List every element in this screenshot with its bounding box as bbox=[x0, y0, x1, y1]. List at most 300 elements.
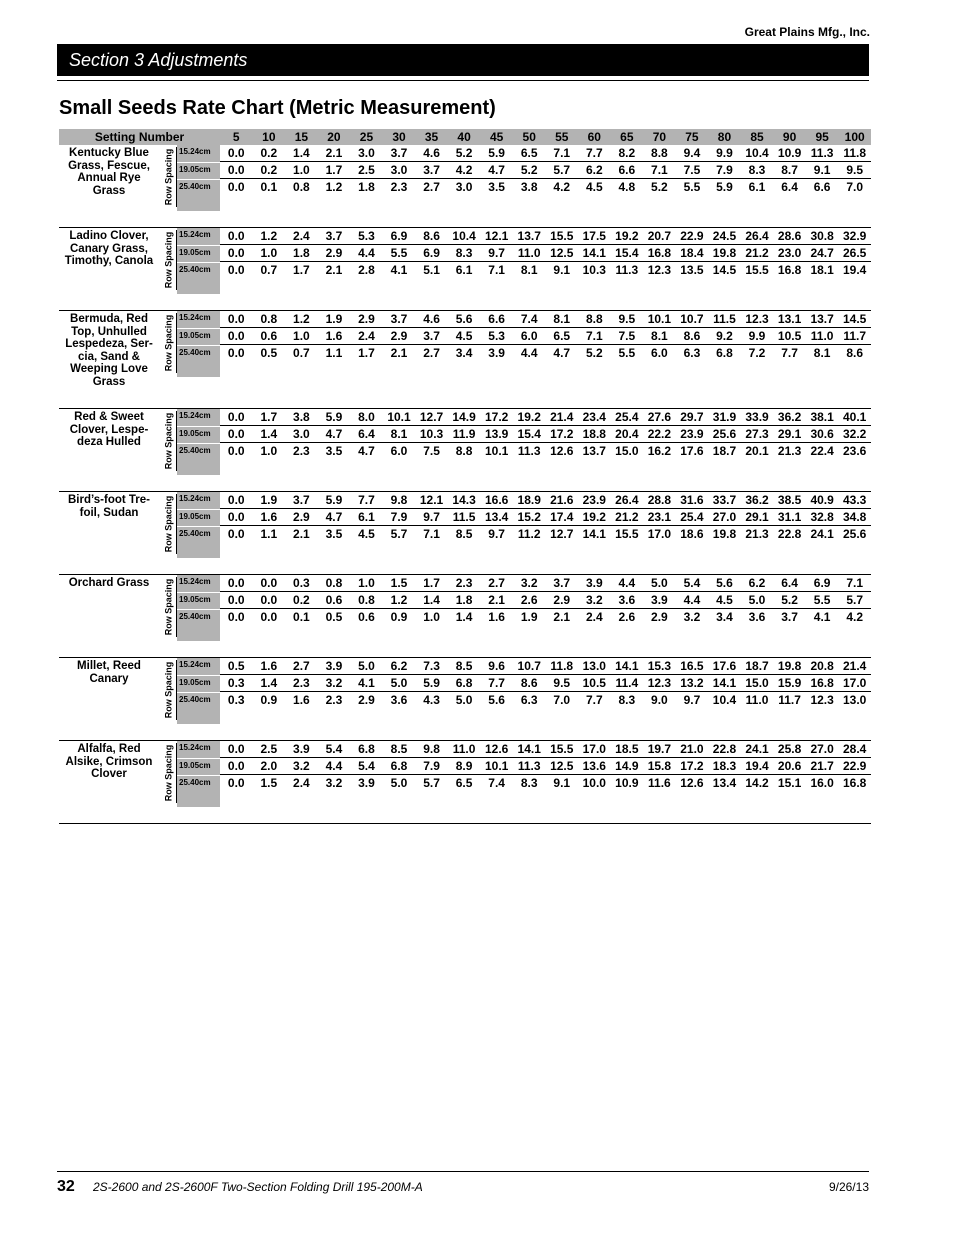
rate-cell: 20.6 bbox=[777, 759, 802, 773]
rate-cell: 10.4 bbox=[745, 146, 769, 160]
row-spacing-divider bbox=[176, 577, 177, 637]
rate-cell: 2.4 bbox=[293, 229, 310, 243]
rate-cell: 3.7 bbox=[293, 493, 310, 507]
rate-cell: 1.0 bbox=[260, 246, 278, 260]
rate-cell: 6.9 bbox=[423, 246, 440, 260]
rate-cell: 19.2 bbox=[517, 410, 541, 424]
rate-cell: 6.6 bbox=[488, 312, 505, 326]
rate-cell: 5.9 bbox=[423, 676, 440, 690]
rate-cell: 9.7 bbox=[683, 693, 701, 707]
rate-cell: 1.6 bbox=[260, 510, 278, 524]
rate-cell: 1.7 bbox=[358, 346, 375, 360]
rate-cell: 3.8 bbox=[293, 410, 310, 424]
rate-row bbox=[220, 262, 871, 279]
rate-cell: 14.1 bbox=[615, 659, 639, 673]
rate-cell: 26.5 bbox=[842, 246, 867, 260]
rate-cell: 21.3 bbox=[745, 527, 769, 541]
rate-row bbox=[220, 492, 871, 509]
rate-cell: 10.4 bbox=[452, 229, 476, 243]
rate-cell: 6.4 bbox=[781, 576, 798, 590]
row-spacing-label: Row Spacing bbox=[163, 231, 174, 289]
rate-cell: 0.0 bbox=[227, 444, 245, 458]
rate-cell: 12.7 bbox=[550, 527, 574, 541]
rate-cell: 8.5 bbox=[390, 742, 408, 756]
rate-cell: 7.2 bbox=[748, 346, 766, 360]
rate-cell: 31.6 bbox=[680, 493, 704, 507]
spacing-cell: 25.40cm bbox=[177, 179, 220, 196]
rate-cell: 15.2 bbox=[517, 510, 541, 524]
rate-cell: 10.0 bbox=[582, 776, 606, 790]
rate-cell: 7.1 bbox=[585, 329, 603, 343]
rate-cell: 3.2 bbox=[520, 576, 538, 590]
rate-cell: 2.9 bbox=[358, 693, 375, 707]
rate-cell: 2.4 bbox=[358, 329, 375, 343]
rate-cell: 11.3 bbox=[810, 146, 834, 160]
rate-cell: 2.4 bbox=[293, 776, 310, 790]
rate-cell: 2.3 bbox=[390, 180, 408, 194]
rate-cell: 4.6 bbox=[423, 146, 440, 160]
setting-number-cell: 70 bbox=[652, 130, 667, 144]
rate-cell: 25.4 bbox=[615, 410, 639, 424]
rate-cell: 8.3 bbox=[520, 776, 538, 790]
rate-cell: 8.2 bbox=[618, 146, 636, 160]
rate-cell: 15.4 bbox=[517, 427, 541, 441]
rate-cell: 1.0 bbox=[423, 610, 440, 624]
spacing-cell: 15.24cm bbox=[179, 743, 211, 752]
seed-group bbox=[59, 492, 871, 575]
rate-row bbox=[220, 245, 871, 262]
rate-cell: 1.0 bbox=[293, 163, 310, 177]
rate-row bbox=[220, 328, 871, 345]
rate-cell: 0.0 bbox=[227, 329, 245, 343]
seed-group bbox=[59, 409, 871, 492]
rate-cell: 36.2 bbox=[777, 410, 802, 424]
rate-cell: 8.1 bbox=[390, 427, 408, 441]
rate-cell: 4.4 bbox=[325, 759, 343, 773]
spacing-cell: 15.24cm bbox=[179, 147, 211, 156]
setting-number-cell: 95 bbox=[815, 130, 829, 144]
rate-cell: 8.3 bbox=[748, 163, 766, 177]
rate-row bbox=[220, 675, 871, 692]
row-spacing-label-cell bbox=[159, 228, 177, 310]
rate-cell: 21.0 bbox=[680, 742, 704, 756]
rate-row bbox=[220, 345, 871, 362]
rate-row bbox=[220, 228, 871, 245]
rate-cell: 4.4 bbox=[618, 576, 636, 590]
rate-cell: 9.0 bbox=[651, 693, 668, 707]
spacing-column bbox=[177, 409, 220, 475]
rate-cell: 0.3 bbox=[227, 676, 245, 690]
rate-cell: 8.3 bbox=[455, 246, 473, 260]
rate-cell: 2.7 bbox=[423, 180, 440, 194]
rate-cell: 24.5 bbox=[712, 229, 737, 243]
setting-number-cell: 90 bbox=[782, 130, 797, 144]
rate-cell: 2.6 bbox=[618, 610, 636, 624]
rate-cell: 16.8 bbox=[842, 776, 867, 790]
rate-cell: 14.5 bbox=[842, 312, 867, 326]
rate-cell: 0.0 bbox=[227, 180, 245, 194]
rate-cell: 18.5 bbox=[615, 742, 639, 756]
rate-cell: 7.4 bbox=[520, 312, 538, 326]
rate-cell: 6.8 bbox=[390, 759, 408, 773]
rate-values bbox=[220, 311, 871, 408]
rate-row bbox=[220, 658, 871, 675]
seed-name: Kentucky Blue Grass, Fescue, Annual Rye Grass bbox=[68, 147, 150, 197]
rate-cell: 12.1 bbox=[419, 493, 444, 507]
rate-cell: 4.4 bbox=[520, 346, 538, 360]
rate-cell: 17.6 bbox=[680, 444, 704, 458]
rate-cell: 11.3 bbox=[517, 759, 541, 773]
rate-cell: 5.5 bbox=[813, 593, 831, 607]
rate-cell: 3.0 bbox=[455, 180, 473, 194]
rate-cell: 1.2 bbox=[293, 312, 310, 326]
rate-cell: 10.7 bbox=[517, 659, 541, 673]
rate-values bbox=[220, 658, 871, 740]
rate-cell: 40.9 bbox=[810, 493, 834, 507]
rate-cell: 4.2 bbox=[455, 163, 473, 177]
rate-cell: 13.7 bbox=[582, 444, 606, 458]
rate-cell: 1.8 bbox=[455, 593, 473, 607]
rate-cell: 38.5 bbox=[777, 493, 802, 507]
rate-cell: 17.0 bbox=[582, 742, 606, 756]
rate-cell: 0.0 bbox=[227, 527, 245, 541]
rate-cell: 8.1 bbox=[813, 346, 831, 360]
rate-cell: 6.0 bbox=[390, 444, 408, 458]
rate-cell: 4.1 bbox=[813, 610, 831, 624]
rate-cell: 22.9 bbox=[842, 759, 867, 773]
rate-cell: 11.0 bbox=[517, 246, 541, 260]
rate-cell: 15.5 bbox=[615, 527, 639, 541]
rate-cell: 13.0 bbox=[842, 693, 867, 707]
spacing-column bbox=[177, 492, 220, 558]
rate-cell: 10.4 bbox=[712, 693, 737, 707]
rate-cell: 0.8 bbox=[358, 593, 375, 607]
rate-cell: 33.9 bbox=[745, 410, 769, 424]
row-spacing-label-cell bbox=[159, 575, 177, 657]
seed-name: Red & Sweet Clover, Lespe-deza Hulled bbox=[69, 411, 149, 448]
rate-cell: 30.8 bbox=[810, 229, 834, 243]
rate-cell: 26.4 bbox=[615, 493, 639, 507]
rate-cell: 34.8 bbox=[842, 510, 867, 524]
rate-cell: 7.9 bbox=[423, 759, 440, 773]
rate-cell: 0.0 bbox=[227, 510, 245, 524]
rate-cell: 5.3 bbox=[488, 329, 505, 343]
rate-cell: 8.0 bbox=[358, 410, 375, 424]
rate-cell: 6.0 bbox=[651, 346, 668, 360]
rate-cell: 0.0 bbox=[227, 410, 245, 424]
rate-cell: 9.8 bbox=[423, 742, 440, 756]
rate-cell: 2.9 bbox=[358, 312, 375, 326]
seed-group bbox=[59, 741, 871, 824]
rate-cell: 10.1 bbox=[484, 444, 509, 458]
rate-values bbox=[220, 409, 871, 491]
rate-cell: 13.2 bbox=[680, 676, 704, 690]
spacing-cell: 25.40cm bbox=[177, 443, 220, 460]
rate-cell: 19.8 bbox=[712, 246, 737, 260]
rate-cell: 23.9 bbox=[680, 427, 704, 441]
rate-cell: 10.7 bbox=[680, 312, 704, 326]
rate-cell: 3.6 bbox=[748, 610, 766, 624]
section-rule bbox=[57, 80, 869, 81]
rate-cell: 4.8 bbox=[618, 180, 636, 194]
rate-cell: 0.8 bbox=[325, 576, 343, 590]
rate-cell: 1.7 bbox=[423, 576, 440, 590]
rate-cell: 12.3 bbox=[647, 263, 672, 277]
rate-cell: 0.3 bbox=[293, 576, 310, 590]
rate-cell: 29.1 bbox=[777, 427, 802, 441]
rate-cell: 1.4 bbox=[260, 676, 278, 690]
rate-cell: 3.2 bbox=[683, 610, 701, 624]
rate-cell: 23.9 bbox=[582, 493, 606, 507]
rate-cell: 1.7 bbox=[325, 163, 343, 177]
rate-cell: 1.6 bbox=[293, 693, 310, 707]
rate-row bbox=[220, 409, 871, 426]
setting-number-cell: 5 bbox=[232, 130, 240, 144]
rate-cell: 12.5 bbox=[550, 246, 574, 260]
rate-cell: 3.9 bbox=[293, 742, 310, 756]
row-spacing-label: Row Spacing bbox=[163, 744, 174, 802]
rate-cell: 7.7 bbox=[585, 693, 603, 707]
spacing-cell: 15.24cm bbox=[179, 660, 211, 669]
rate-cell: 6.2 bbox=[748, 576, 766, 590]
rate-row bbox=[220, 775, 871, 792]
rate-cell: 1.6 bbox=[260, 659, 278, 673]
rate-row bbox=[220, 509, 871, 526]
rate-cell: 3.9 bbox=[358, 776, 375, 790]
setting-number-cell: 30 bbox=[392, 130, 406, 144]
rate-cell: 0.2 bbox=[260, 146, 278, 160]
rate-cell: 1.9 bbox=[520, 610, 538, 624]
rate-cell: 15.1 bbox=[777, 776, 802, 790]
rate-cell: 18.7 bbox=[712, 444, 737, 458]
setting-number-cell: 20 bbox=[327, 130, 341, 144]
rate-cell: 9.9 bbox=[748, 329, 766, 343]
rate-cell: 19.2 bbox=[615, 229, 639, 243]
rate-cell: 3.5 bbox=[488, 180, 505, 194]
rate-cell: 12.3 bbox=[745, 312, 769, 326]
rate-cell: 6.2 bbox=[390, 659, 408, 673]
rate-cell: 22.8 bbox=[712, 742, 737, 756]
row-spacing-label-cell bbox=[159, 145, 177, 227]
rate-cell: 12.6 bbox=[484, 742, 509, 756]
rate-cell: 2.3 bbox=[455, 576, 473, 590]
rate-cell: 3.0 bbox=[358, 146, 375, 160]
rate-cell: 11.5 bbox=[713, 312, 736, 326]
rate-cell: 1.1 bbox=[325, 346, 343, 360]
rate-cell: 11.4 bbox=[615, 676, 639, 690]
rate-cell: 24.7 bbox=[810, 246, 834, 260]
rate-cell: 27.0 bbox=[712, 510, 737, 524]
rate-cell: 9.4 bbox=[683, 146, 701, 160]
rate-cell: 2.1 bbox=[390, 346, 408, 360]
rate-cell: 4.5 bbox=[455, 329, 473, 343]
rate-cell: 14.1 bbox=[582, 246, 606, 260]
rate-cell: 9.1 bbox=[553, 263, 571, 277]
rate-cell: 4.7 bbox=[358, 444, 375, 458]
rate-cell: 6.9 bbox=[813, 576, 831, 590]
rate-cell: 25.8 bbox=[777, 742, 802, 756]
rate-cell: 19.8 bbox=[712, 527, 737, 541]
rate-cell: 2.7 bbox=[488, 576, 505, 590]
rate-cell: 16.8 bbox=[647, 246, 672, 260]
rate-cell: 0.0 bbox=[227, 493, 245, 507]
seed-group bbox=[59, 575, 871, 658]
rate-cell: 12.5 bbox=[550, 759, 574, 773]
rate-cell: 10.1 bbox=[387, 410, 411, 424]
rate-cell: 22.9 bbox=[680, 229, 704, 243]
row-spacing-label-cell bbox=[159, 658, 177, 740]
rate-cell: 6.1 bbox=[358, 510, 375, 524]
rate-cell: 11.8 bbox=[843, 146, 867, 160]
rate-cell: 6.2 bbox=[585, 163, 603, 177]
rate-cell: 3.6 bbox=[390, 693, 408, 707]
rate-cell: 16.8 bbox=[777, 263, 802, 277]
rate-cell: 20.7 bbox=[647, 229, 672, 243]
rate-cell: 18.8 bbox=[582, 427, 606, 441]
rate-cell: 1.5 bbox=[390, 576, 408, 590]
seed-groups bbox=[59, 145, 871, 824]
spacing-cell: 25.40cm bbox=[177, 262, 220, 279]
rate-row bbox=[220, 575, 871, 592]
rate-cell: 27.3 bbox=[745, 427, 769, 441]
rate-cell: 7.5 bbox=[423, 444, 440, 458]
rate-cell: 3.0 bbox=[293, 427, 310, 441]
rate-row bbox=[220, 162, 871, 179]
spacing-cell: 25.40cm bbox=[177, 775, 220, 792]
rate-cell: 3.6 bbox=[618, 593, 636, 607]
rate-cell: 25.6 bbox=[842, 527, 867, 541]
rate-cell: 19.4 bbox=[745, 759, 769, 773]
rate-cell: 20.4 bbox=[615, 427, 639, 441]
seed-name: Millet, Reed Canary bbox=[77, 660, 141, 685]
setting-number-cell: 35 bbox=[424, 130, 439, 144]
rate-cell: 13.7 bbox=[810, 312, 834, 326]
spacing-cell: 19.05cm bbox=[177, 426, 220, 443]
setting-number-cell: 10 bbox=[262, 130, 276, 144]
rate-cell: 2.1 bbox=[488, 593, 505, 607]
rate-cell: 3.2 bbox=[325, 776, 343, 790]
rate-cell: 1.8 bbox=[293, 246, 310, 260]
rate-cell: 17.2 bbox=[680, 759, 704, 773]
rate-cell: 1.0 bbox=[293, 329, 310, 343]
rate-cell: 7.7 bbox=[585, 146, 603, 160]
rate-cell: 4.7 bbox=[488, 163, 505, 177]
rate-cell: 12.3 bbox=[647, 676, 672, 690]
setting-number-header: Setting Number bbox=[94, 130, 185, 144]
rate-cell: 5.9 bbox=[488, 146, 505, 160]
rate-cell: 8.1 bbox=[553, 312, 571, 326]
rate-cell: 13.4 bbox=[484, 510, 509, 524]
rate-cell: 0.0 bbox=[227, 576, 245, 590]
rate-cell: 13.9 bbox=[484, 427, 509, 441]
spacing-cell: 19.05cm bbox=[177, 592, 220, 609]
spacing-cell: 19.05cm bbox=[177, 509, 220, 526]
rate-cell: 12.1 bbox=[484, 229, 509, 243]
rate-cell: 17.6 bbox=[712, 659, 737, 673]
rate-cell: 7.3 bbox=[423, 659, 440, 673]
rate-cell: 0.0 bbox=[227, 146, 245, 160]
rate-cell: 2.3 bbox=[293, 676, 310, 690]
rate-cell: 1.9 bbox=[325, 312, 343, 326]
setting-number-cell: 80 bbox=[717, 130, 732, 144]
spacing-cell: 19.05cm bbox=[177, 675, 220, 692]
rate-cell: 0.0 bbox=[227, 346, 245, 360]
rate-row bbox=[220, 179, 871, 196]
rate-cell: 11.3 bbox=[517, 444, 541, 458]
rate-cell: 7.1 bbox=[651, 163, 668, 177]
rate-cell: 17.4 bbox=[550, 510, 574, 524]
rate-cell: 1.0 bbox=[260, 444, 278, 458]
rate-row bbox=[220, 426, 871, 443]
rate-cell: 5.3 bbox=[358, 229, 375, 243]
rate-cell: 12.6 bbox=[550, 444, 574, 458]
spacing-cell: 19.05cm bbox=[177, 162, 220, 179]
rate-cell: 7.7 bbox=[358, 493, 375, 507]
rate-cell: 5.2 bbox=[651, 180, 668, 194]
rate-cell: 0.0 bbox=[260, 593, 278, 607]
rate-cell: 7.5 bbox=[618, 329, 636, 343]
rate-cell: 5.0 bbox=[358, 659, 375, 673]
rate-cell: 2.9 bbox=[325, 246, 343, 260]
spacing-cell: 25.40cm bbox=[177, 345, 220, 362]
seed-group bbox=[59, 228, 871, 311]
row-spacing-label: Row Spacing bbox=[163, 661, 174, 719]
rate-cell: 2.7 bbox=[423, 346, 440, 360]
rate-cell: 2.6 bbox=[520, 593, 538, 607]
rate-cell: 8.8 bbox=[585, 312, 603, 326]
rate-cell: 7.7 bbox=[781, 346, 798, 360]
rate-cell: 22.4 bbox=[810, 444, 834, 458]
setting-number-cell: 65 bbox=[620, 130, 634, 144]
rate-cell: 9.5 bbox=[553, 676, 571, 690]
rate-cell: 7.1 bbox=[423, 527, 440, 541]
rate-cell: 16.6 bbox=[484, 493, 509, 507]
rate-cell: 1.6 bbox=[325, 329, 343, 343]
table-header-row bbox=[59, 129, 871, 145]
rate-cell: 16.0 bbox=[810, 776, 834, 790]
spacing-column bbox=[177, 311, 220, 377]
rate-cell: 6.4 bbox=[358, 427, 375, 441]
rate-cell: 25.6 bbox=[712, 427, 737, 441]
rate-cell: 8.6 bbox=[683, 329, 701, 343]
rate-cell: 11.0 bbox=[745, 693, 769, 707]
rate-values bbox=[220, 492, 871, 574]
seed-group bbox=[59, 658, 871, 741]
rate-cell: 8.5 bbox=[455, 659, 473, 673]
rate-cell: 21.6 bbox=[550, 493, 574, 507]
rate-cell: 3.4 bbox=[716, 610, 733, 624]
rate-cell: 4.4 bbox=[358, 246, 375, 260]
rate-cell: 11.9 bbox=[452, 427, 476, 441]
rate-cell: 1.6 bbox=[488, 610, 505, 624]
rate-cell: 9.7 bbox=[423, 510, 440, 524]
rate-cell: 29.1 bbox=[745, 510, 769, 524]
rate-cell: 6.4 bbox=[781, 180, 798, 194]
rate-cell: 4.2 bbox=[846, 610, 863, 624]
rate-cell: 14.2 bbox=[745, 776, 769, 790]
rate-cell: 15.9 bbox=[777, 676, 802, 690]
rate-cell: 6.8 bbox=[358, 742, 375, 756]
rate-row bbox=[220, 741, 871, 758]
rate-cell: 4.1 bbox=[390, 263, 408, 277]
rate-cell: 15.0 bbox=[745, 676, 769, 690]
rate-cell: 2.9 bbox=[651, 610, 668, 624]
rate-cell: 0.0 bbox=[227, 229, 245, 243]
row-spacing-label-cell bbox=[159, 741, 177, 823]
rate-cell: 1.7 bbox=[260, 410, 278, 424]
rate-cell: 9.7 bbox=[488, 246, 505, 260]
rate-cell: 16.5 bbox=[680, 659, 704, 673]
